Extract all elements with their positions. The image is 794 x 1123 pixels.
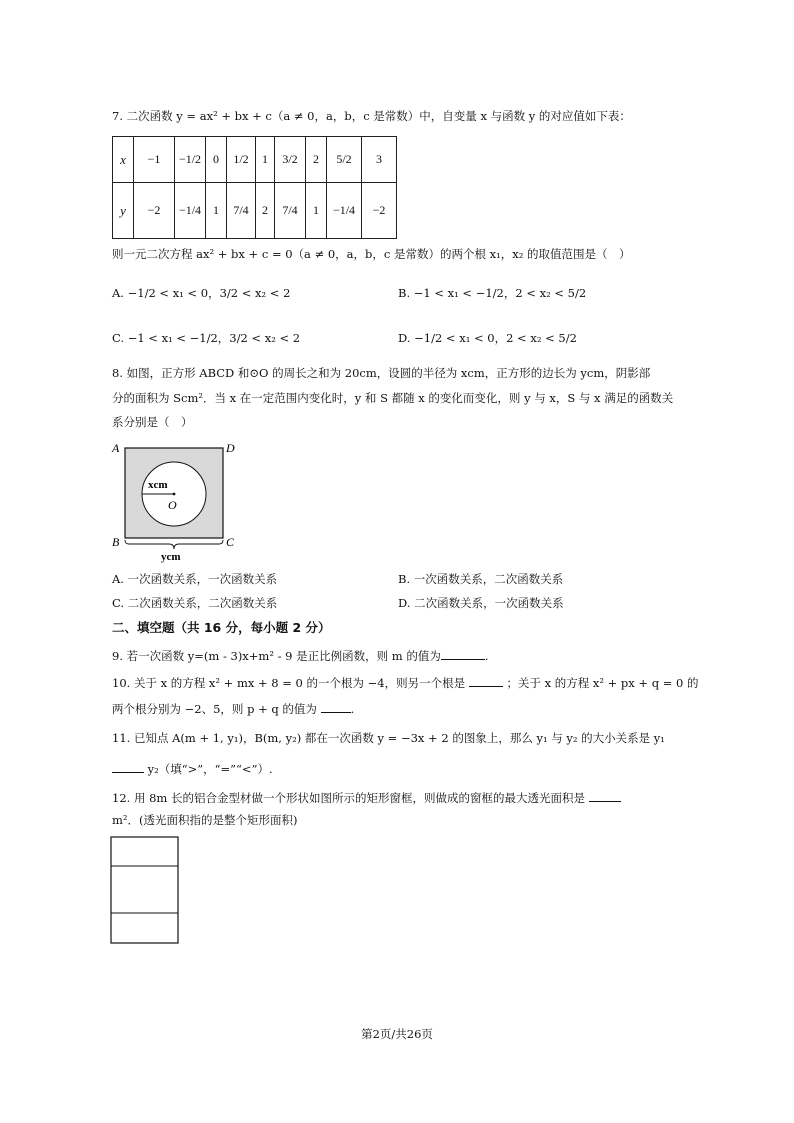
value-table [112,136,397,239]
q7-option-c[interactable] [112,330,300,346]
q12-text: 12. 用 8m 长的铝合金型材做一个形状如图所示的矩形窗框，则做成的窗框的最大透光面积是 [112,791,585,805]
q7-option-a[interactable] [112,285,290,301]
table-cell: 5/2 [327,137,362,183]
table-cell: 2 [256,183,275,239]
q10-text-d: . [350,702,355,716]
q10-text-a: 10. 关于 x 的方程 x² + mx + 8 = 0 的一个根为 −4，则另一个根是 [112,676,466,690]
q10-text-b: ；关于 x 的方程 x² + px + q = 0 的 [506,676,699,690]
table-cell: 2 [306,137,327,183]
vertex-c-label: C [226,535,235,549]
q10-answer-blank-1[interactable] [469,674,503,687]
q12-line-2: m²．(透光面积指的是整个矩形面积) [112,813,298,827]
table-x-label: x [120,151,126,167]
table-cell: 3/2 [275,137,306,183]
option-text: −1/2 < x₁ < 0，3/2 < x₂ < 2 [127,286,291,300]
side-label: ycm [161,551,181,563]
table-cell: −1/2 [175,137,206,183]
table-cell: −1/4 [175,183,206,239]
table-cell: −1/4 [327,183,362,239]
q8-line-1: 8. 如图，正方形 ABCD 和⊙O 的周长之和为 20cm，设圆的半径为 xcm，正方形的边长为 ycm，阴影部 [112,366,651,380]
q8-option-c[interactable]: C. 二次函数关系，二次函数关系 [112,596,278,610]
q7-option-b[interactable] [398,285,586,301]
q11-line-2 [112,760,273,777]
table-cell: 3 [362,137,397,183]
q10-answer-blank-2[interactable] [321,700,351,713]
q8-option-b[interactable]: B. 一次函数关系，二次函数关系 [398,572,564,586]
table-cell: 7/4 [227,183,256,239]
q8-option-a[interactable]: A. 一次函数关系，一次函数关系 [112,572,278,586]
q9-line [112,647,488,664]
option-letter: A. [112,286,124,300]
q10-line-2 [112,700,354,717]
q11-line-1: 11. 已知点 A(m + 1, y₁)，B(m, y₂) 都在一次函数 y = −3x + 2 的图象上，那么 y₁ 与 y₂ 的大小关系是 y₁ [112,731,665,745]
q8-line-2: 分的面积为 Scm²．当 x 在一定范围内变化时，y 和 S 都随 x 的变化而变化，则 y 与 x，S 与 x 满足的函数关 [112,391,674,405]
table-cell: 7/4 [275,183,306,239]
option-letter: C. [112,331,125,345]
table-cell: 1 [306,183,327,239]
q10-line-1 [112,674,699,691]
q8-option-d[interactable]: D. 二次函数关系，一次函数关系 [398,596,564,610]
q10-text-c: 两个根分别为 −2、5，则 p + q 的值为 [112,702,317,716]
option-text: −1 < x₁ < −1/2，2 < x₂ < 5/2 [413,286,587,300]
q12-line-1 [112,789,621,806]
page-footer: 第2页/共26页 [361,1027,433,1041]
q7-stem: 7. 二次函数 y = ax² + bx + c（a ≠ 0，a，b，c 是常数）中，自变量 x 与函数 y 的对应值如下表： [112,109,631,123]
table-row-x [113,137,397,183]
table-row-y [113,183,397,239]
center-o-label: O [168,498,177,512]
table-cell: 1 [256,137,275,183]
option-text: −1 < x₁ < −1/2，3/2 < x₂ < 2 [127,331,301,345]
q8-line-3: 系分别是（ ） [112,415,193,429]
table-y-label: y [120,202,126,218]
q7-option-d[interactable] [398,330,577,346]
q7-ask: 则一元二次方程 ax² + bx + c = 0（a ≠ 0，a，b，c 是常数）的两个根 x₁，x₂ 的取值范围是（ ） [112,247,631,261]
radius-label: xcm [148,479,168,491]
table-cell: 0 [206,137,227,183]
vertex-d-label: D [226,441,235,455]
option-letter: B. [398,286,411,300]
square-circle-figure [106,436,246,564]
option-text: −1/2 < x₁ < 0，2 < x₂ < 5/2 [414,331,577,345]
table-cell: 1 [206,183,227,239]
section-title: 二、填空题（共 16 分，每小题 2 分） [112,620,331,635]
table-cell: −2 [134,183,175,239]
center-dot [173,493,176,496]
vertex-a-label: A [112,441,120,455]
q9-end: . [484,649,489,663]
table-cell: 1/2 [227,137,256,183]
vertex-b-label: B [112,535,120,549]
table-cell: −2 [362,183,397,239]
q9-text: 9. 若一次函数 y=(m - 3)x+m² - 9 是正比例函数，则 m 的值为 [112,649,441,663]
table-cell: −1 [134,137,175,183]
q9-answer-blank[interactable] [441,647,485,660]
side-brace [125,540,223,549]
window-frame-figure [110,836,182,946]
window-outer-frame [111,837,178,943]
q12-answer-blank[interactable] [589,789,621,802]
option-letter: D. [398,331,411,345]
q11-text: y₂（填“>”，“=”“<”）. [147,762,273,776]
q11-answer-blank[interactable] [112,760,144,773]
